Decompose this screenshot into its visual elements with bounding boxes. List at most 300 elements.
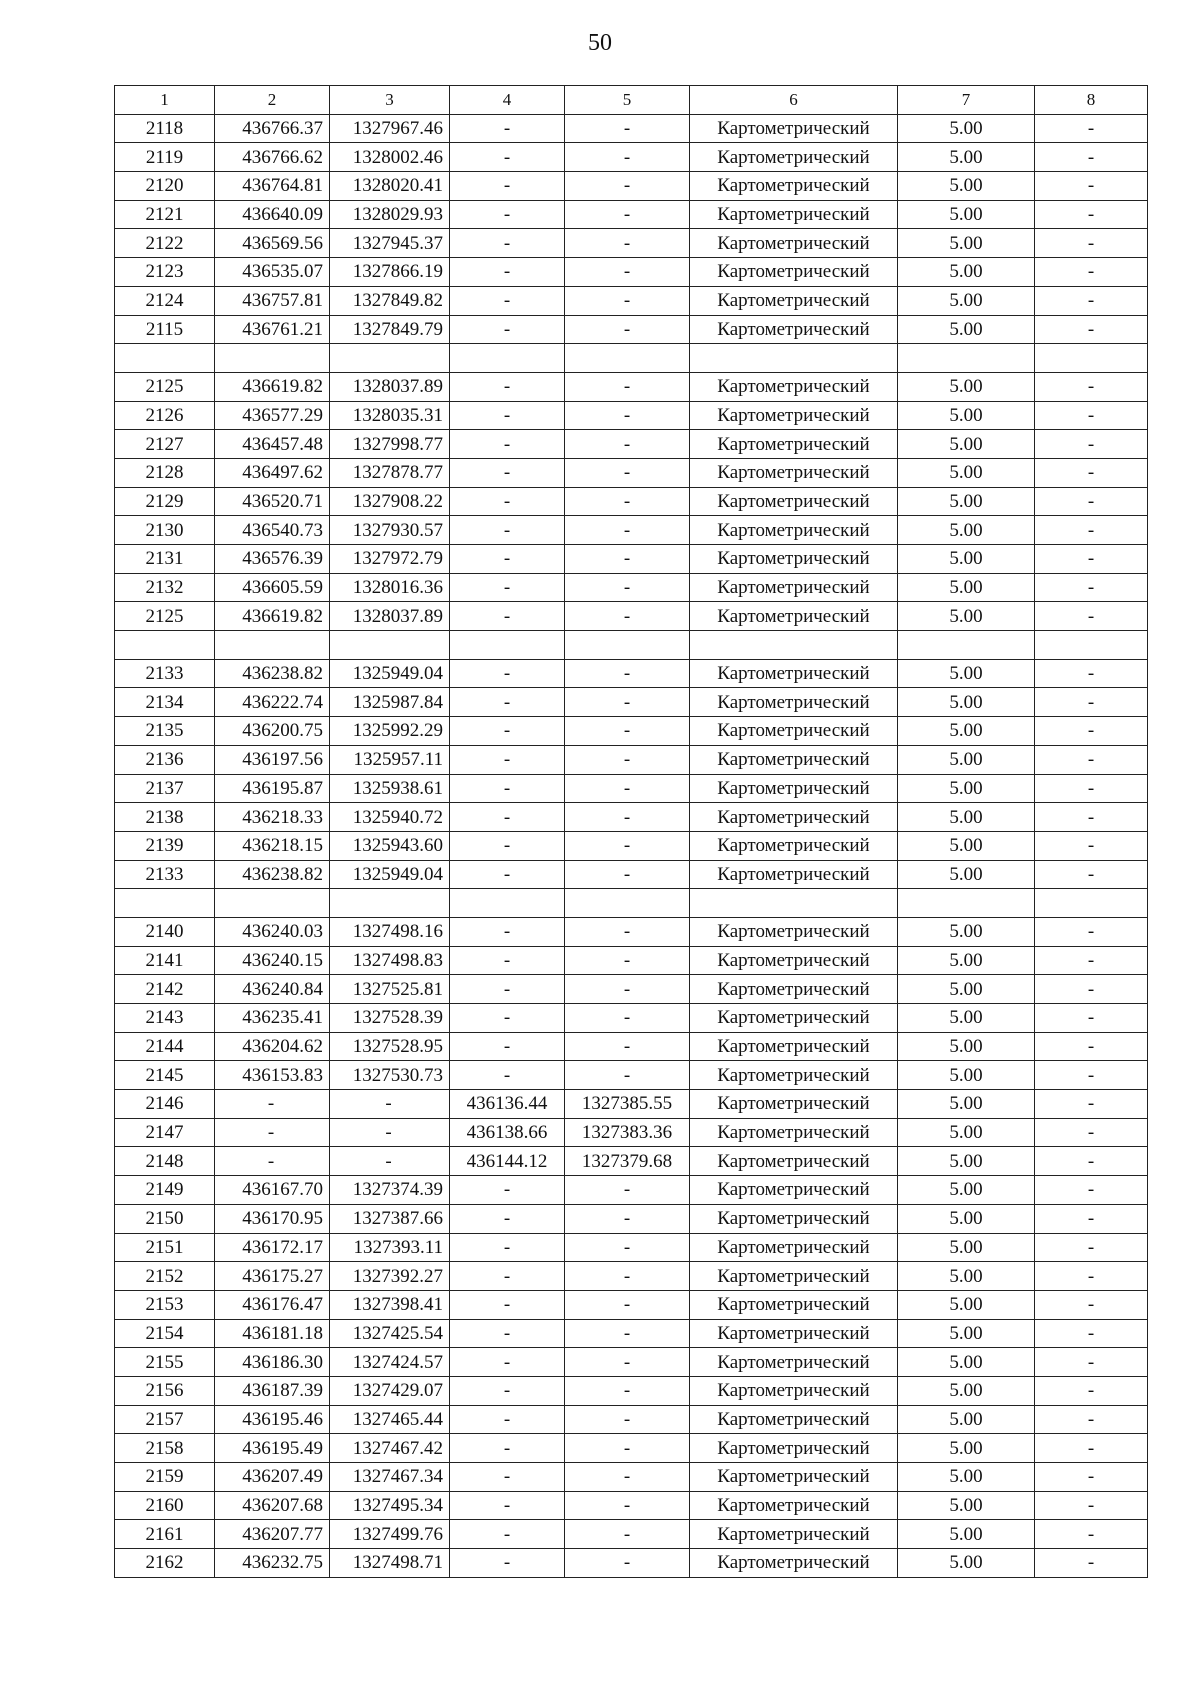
table-cell [1035, 631, 1148, 660]
table-cell [115, 889, 215, 918]
table-cell: 1327424.57 [330, 1348, 450, 1377]
table-cell: - [565, 602, 690, 631]
table-cell: 1328020.41 [330, 172, 450, 201]
table-row [115, 659, 1148, 688]
table-cell: 436619.82 [215, 372, 330, 401]
table-cell: 5.00 [898, 1118, 1035, 1147]
table-cell: - [1035, 1405, 1148, 1434]
table-row [115, 1118, 1148, 1147]
table-cell: - [565, 917, 690, 946]
table-cell [115, 631, 215, 660]
table-cell [330, 344, 450, 373]
table-cell: 5.00 [898, 1290, 1035, 1319]
table-cell: 2150 [115, 1204, 215, 1233]
table-cell: 1328037.89 [330, 372, 450, 401]
table-cell: Картометрический [690, 659, 898, 688]
separator-row [115, 344, 1148, 373]
table-cell: 436240.15 [215, 946, 330, 975]
table-cell: Картометрический [690, 1118, 898, 1147]
column-header-8: 8 [1035, 86, 1148, 115]
table-cell: Картометрический [690, 1090, 898, 1119]
table-cell: - [330, 1118, 450, 1147]
table-cell: - [450, 946, 565, 975]
table-cell: Картометрический [690, 315, 898, 344]
table-cell: - [215, 1147, 330, 1176]
table-cell: - [450, 545, 565, 574]
table-cell: 5.00 [898, 717, 1035, 746]
table-cell: 436222.74 [215, 688, 330, 717]
table-cell [898, 344, 1035, 373]
table-cell: 2138 [115, 803, 215, 832]
table-cell: Картометрический [690, 258, 898, 287]
table-cell: 436207.49 [215, 1463, 330, 1492]
table-cell: 436195.87 [215, 774, 330, 803]
table-cell: - [1035, 1147, 1148, 1176]
table-cell: 5.00 [898, 487, 1035, 516]
table-cell: 436577.29 [215, 401, 330, 430]
table-cell: - [565, 975, 690, 1004]
table-cell: Картометрический [690, 114, 898, 143]
table-cell: 1327498.16 [330, 917, 450, 946]
table-cell: Картометрический [690, 1176, 898, 1205]
table-cell: - [565, 1290, 690, 1319]
table-cell: 436170.95 [215, 1204, 330, 1233]
table-cell: - [565, 946, 690, 975]
table-cell: - [1035, 1376, 1148, 1405]
table-cell: - [450, 487, 565, 516]
table-cell: - [450, 975, 565, 1004]
table-cell: - [1035, 831, 1148, 860]
table-cell: - [565, 1204, 690, 1233]
table-cell: - [565, 1376, 690, 1405]
table-cell: - [1035, 143, 1148, 172]
table-cell: 5.00 [898, 1176, 1035, 1205]
table-cell [215, 889, 330, 918]
table-cell: 2133 [115, 659, 215, 688]
table-cell: Картометрический [690, 803, 898, 832]
table-cell: - [565, 831, 690, 860]
table-cell: 1327998.77 [330, 430, 450, 459]
table-cell: Картометрический [690, 1376, 898, 1405]
table-row [115, 258, 1148, 287]
table-cell: Картометрический [690, 372, 898, 401]
table-cell: 5.00 [898, 1520, 1035, 1549]
column-header-1: 1 [115, 86, 215, 115]
table-row [115, 372, 1148, 401]
table-cell: 2135 [115, 717, 215, 746]
table-cell [565, 631, 690, 660]
table-cell: 436186.30 [215, 1348, 330, 1377]
table-cell: 1327425.54 [330, 1319, 450, 1348]
table-cell: 436457.48 [215, 430, 330, 459]
table-cell: 436181.18 [215, 1319, 330, 1348]
table-cell: 2136 [115, 745, 215, 774]
table-cell: Картометрический [690, 545, 898, 574]
table-cell: - [450, 401, 565, 430]
table-cell: 5.00 [898, 1549, 1035, 1578]
table-cell: Картометрический [690, 688, 898, 717]
table-cell [450, 344, 565, 373]
table-cell: 5.00 [898, 315, 1035, 344]
table-cell: 1327374.39 [330, 1176, 450, 1205]
table-row [115, 1463, 1148, 1492]
table-cell: 1327528.95 [330, 1032, 450, 1061]
table-cell: 2125 [115, 602, 215, 631]
table-cell: - [1035, 286, 1148, 315]
column-header-6: 6 [690, 86, 898, 115]
table-row [115, 573, 1148, 602]
table-cell: - [565, 1491, 690, 1520]
table-cell: - [1035, 1463, 1148, 1492]
table-cell: Картометрический [690, 1549, 898, 1578]
table-cell: 2137 [115, 774, 215, 803]
table-cell: - [450, 1348, 565, 1377]
table-cell [898, 631, 1035, 660]
table-cell: 1327467.34 [330, 1463, 450, 1492]
table-row [115, 1262, 1148, 1291]
table-cell: 2121 [115, 200, 215, 229]
table-cell: - [1035, 1090, 1148, 1119]
table-cell: - [1035, 946, 1148, 975]
table-cell: 5.00 [898, 1434, 1035, 1463]
table-cell: 436535.07 [215, 258, 330, 287]
table-cell: 436175.27 [215, 1262, 330, 1291]
table-cell: - [450, 917, 565, 946]
table-cell: Картометрический [690, 1004, 898, 1033]
table-cell: 2132 [115, 573, 215, 602]
table-cell: 436619.82 [215, 602, 330, 631]
table-cell: - [1035, 229, 1148, 258]
table-cell: 1325938.61 [330, 774, 450, 803]
table-cell: - [565, 545, 690, 574]
table-cell: 2123 [115, 258, 215, 287]
table-cell: 1327849.82 [330, 286, 450, 315]
table-cell: 2162 [115, 1549, 215, 1578]
table-cell: Картометрический [690, 1061, 898, 1090]
table-cell: 436766.62 [215, 143, 330, 172]
table-row [115, 200, 1148, 229]
table-cell: - [1035, 1434, 1148, 1463]
table-cell: 436187.39 [215, 1376, 330, 1405]
table-cell: - [565, 487, 690, 516]
table-cell: 436235.41 [215, 1004, 330, 1033]
table-row [115, 286, 1148, 315]
table-cell: - [1035, 573, 1148, 602]
header-row [115, 86, 1148, 115]
table-cell: 436136.44 [450, 1090, 565, 1119]
table-cell: 2144 [115, 1032, 215, 1061]
table-cell: - [565, 143, 690, 172]
table-cell: - [1035, 717, 1148, 746]
table-cell: 2154 [115, 1319, 215, 1348]
separator-row [115, 631, 1148, 660]
table-cell: - [450, 1434, 565, 1463]
column-header-2: 2 [215, 86, 330, 115]
table-cell: Картометрический [690, 917, 898, 946]
column-header-5: 5 [565, 86, 690, 115]
table-cell: Картометрический [690, 1491, 898, 1520]
table-cell: - [565, 659, 690, 688]
table-cell: - [450, 659, 565, 688]
table-row [115, 1004, 1148, 1033]
table-cell: - [1035, 1319, 1148, 1348]
table-cell: - [1035, 430, 1148, 459]
table-row [115, 1090, 1148, 1119]
table-cell: 436172.17 [215, 1233, 330, 1262]
table-cell: Картометрический [690, 1290, 898, 1319]
table-cell [115, 344, 215, 373]
table-cell: 436204.62 [215, 1032, 330, 1061]
table-row [115, 860, 1148, 889]
table-cell: 1327392.27 [330, 1262, 450, 1291]
table-cell: 2120 [115, 172, 215, 201]
table-cell: 436761.21 [215, 315, 330, 344]
table-cell: - [450, 372, 565, 401]
table-cell: 2141 [115, 946, 215, 975]
table-cell: 5.00 [898, 1204, 1035, 1233]
table-cell: - [1035, 200, 1148, 229]
table-cell: 2155 [115, 1348, 215, 1377]
table-row [115, 1061, 1148, 1090]
table-cell: Картометрический [690, 229, 898, 258]
table-row [115, 172, 1148, 201]
table-cell: 5.00 [898, 1405, 1035, 1434]
table-cell: 436144.12 [450, 1147, 565, 1176]
table-cell [1035, 889, 1148, 918]
table-cell: Картометрический [690, 860, 898, 889]
table-cell: - [450, 1004, 565, 1033]
table-cell: 436238.82 [215, 659, 330, 688]
table-cell: Картометрический [690, 430, 898, 459]
separator-row [115, 889, 1148, 918]
table-cell: - [1035, 487, 1148, 516]
table-cell: 2145 [115, 1061, 215, 1090]
table-cell: 2156 [115, 1376, 215, 1405]
table-cell [330, 631, 450, 660]
table-cell: - [330, 1147, 450, 1176]
table-cell: - [450, 1463, 565, 1492]
table-row [115, 1376, 1148, 1405]
table-cell: 2115 [115, 315, 215, 344]
table-cell: - [565, 573, 690, 602]
table-cell: 1327429.07 [330, 1376, 450, 1405]
table-cell: 2142 [115, 975, 215, 1004]
table-cell: 5.00 [898, 545, 1035, 574]
table-row [115, 1290, 1148, 1319]
table-cell: 2122 [115, 229, 215, 258]
table-cell: - [1035, 1176, 1148, 1205]
table-row [115, 1348, 1148, 1377]
table-row [115, 143, 1148, 172]
table-cell: - [450, 1290, 565, 1319]
table-cell: 1325949.04 [330, 659, 450, 688]
table-row [115, 831, 1148, 860]
table-cell: - [450, 1319, 565, 1348]
table-cell: 1327383.36 [565, 1118, 690, 1147]
table-cell: 2139 [115, 831, 215, 860]
table-cell: - [1035, 315, 1148, 344]
table-cell: - [565, 1520, 690, 1549]
table-cell: 1328016.36 [330, 573, 450, 602]
table-row [115, 516, 1148, 545]
table-cell: 1327878.77 [330, 458, 450, 487]
table-row [115, 114, 1148, 143]
table-cell: - [565, 1004, 690, 1033]
table-cell [450, 631, 565, 660]
table-cell: 2143 [115, 1004, 215, 1033]
table-cell: 5.00 [898, 1147, 1035, 1176]
table-cell: Картометрический [690, 1348, 898, 1377]
table-cell: - [1035, 860, 1148, 889]
table-cell: 5.00 [898, 458, 1035, 487]
table-cell: - [450, 831, 565, 860]
table-cell: - [565, 430, 690, 459]
table-cell: - [1035, 1118, 1148, 1147]
table-cell: 1328037.89 [330, 602, 450, 631]
table-cell: 1328035.31 [330, 401, 450, 430]
table-cell: - [330, 1090, 450, 1119]
table-cell: 2127 [115, 430, 215, 459]
table-cell: 2124 [115, 286, 215, 315]
table-cell: 5.00 [898, 573, 1035, 602]
table-cell: - [565, 860, 690, 889]
table-cell: 5.00 [898, 975, 1035, 1004]
table-cell: Картометрический [690, 200, 898, 229]
table-row [115, 688, 1148, 717]
table-cell: 2118 [115, 114, 215, 143]
table-cell: - [565, 803, 690, 832]
table-cell: 5.00 [898, 516, 1035, 545]
table-cell: - [450, 745, 565, 774]
table-cell: - [215, 1090, 330, 1119]
table-row [115, 803, 1148, 832]
table-cell: - [565, 258, 690, 287]
table-body [115, 86, 1148, 1578]
table-row [115, 946, 1148, 975]
table-cell: - [565, 1319, 690, 1348]
table-cell: 2134 [115, 688, 215, 717]
table-cell: 436576.39 [215, 545, 330, 574]
table-cell: Картометрический [690, 516, 898, 545]
table-row [115, 229, 1148, 258]
table-cell: - [565, 1463, 690, 1492]
table-cell: - [450, 172, 565, 201]
table-cell: 5.00 [898, 917, 1035, 946]
table-cell: 1325940.72 [330, 803, 450, 832]
table-cell: - [450, 688, 565, 717]
table-row [115, 1147, 1148, 1176]
table-cell: 5.00 [898, 1463, 1035, 1492]
table-cell: - [565, 1348, 690, 1377]
table-cell: 5.00 [898, 745, 1035, 774]
table-cell: Картометрический [690, 573, 898, 602]
table-cell: 5.00 [898, 401, 1035, 430]
table-cell: Картометрический [690, 1032, 898, 1061]
table-cell: 5.00 [898, 1376, 1035, 1405]
table-row [115, 1233, 1148, 1262]
table-cell: 5.00 [898, 1090, 1035, 1119]
table-cell [690, 889, 898, 918]
table-row [115, 487, 1148, 516]
table-cell: - [450, 1204, 565, 1233]
table-cell: - [565, 774, 690, 803]
table-cell: 2147 [115, 1118, 215, 1147]
table-cell: 2128 [115, 458, 215, 487]
coordinates-table [114, 85, 1148, 1578]
table-cell: - [1035, 458, 1148, 487]
table-cell: 436176.47 [215, 1290, 330, 1319]
table-cell: 436167.70 [215, 1176, 330, 1205]
table-cell: - [565, 1233, 690, 1262]
table-cell: 1327495.34 [330, 1491, 450, 1520]
table-cell: Картометрический [690, 172, 898, 201]
table-cell: Картометрический [690, 1262, 898, 1291]
table-cell: - [450, 860, 565, 889]
table-cell: - [1035, 1032, 1148, 1061]
table-cell: 2153 [115, 1290, 215, 1319]
table-cell: 2129 [115, 487, 215, 516]
table-cell: - [565, 1405, 690, 1434]
table-cell: Картометрический [690, 286, 898, 315]
table-cell: - [450, 1405, 565, 1434]
table-cell: 5.00 [898, 114, 1035, 143]
table-cell: - [565, 114, 690, 143]
table-cell: - [565, 745, 690, 774]
table-cell: 2133 [115, 860, 215, 889]
table-row [115, 430, 1148, 459]
table-cell: - [450, 200, 565, 229]
table-cell: 5.00 [898, 602, 1035, 631]
table-cell: 436569.56 [215, 229, 330, 258]
table-cell: 5.00 [898, 229, 1035, 258]
table-cell: - [1035, 1520, 1148, 1549]
column-header-4: 4 [450, 86, 565, 115]
table-cell: - [1035, 659, 1148, 688]
table-cell: 2140 [115, 917, 215, 946]
table-cell: Картометрический [690, 1319, 898, 1348]
table-cell: - [565, 717, 690, 746]
table-row [115, 545, 1148, 574]
table-cell: 1327866.19 [330, 258, 450, 287]
table-cell: Картометрический [690, 975, 898, 1004]
table-cell: 436218.15 [215, 831, 330, 860]
table-cell: 436520.71 [215, 487, 330, 516]
table-cell: - [565, 229, 690, 258]
table-row [115, 745, 1148, 774]
table-cell: 5.00 [898, 1233, 1035, 1262]
table-cell: 1327945.37 [330, 229, 450, 258]
table-cell: - [450, 1520, 565, 1549]
column-header-3: 3 [330, 86, 450, 115]
table-cell: 1327467.42 [330, 1434, 450, 1463]
table-cell: - [1035, 1061, 1148, 1090]
table-cell: 1327972.79 [330, 545, 450, 574]
table-cell: 436200.75 [215, 717, 330, 746]
table-cell: 2126 [115, 401, 215, 430]
table-cell: - [1035, 1204, 1148, 1233]
table-cell: - [565, 286, 690, 315]
table-cell: 2161 [115, 1520, 215, 1549]
table-cell: - [1035, 258, 1148, 287]
table-cell: Картометрический [690, 1434, 898, 1463]
table-cell: 1327967.46 [330, 114, 450, 143]
table-cell: 5.00 [898, 200, 1035, 229]
table-cell: - [450, 774, 565, 803]
table-cell: 1327379.68 [565, 1147, 690, 1176]
table-cell: 5.00 [898, 1348, 1035, 1377]
table-cell: - [1035, 1549, 1148, 1578]
table-cell: 1325949.04 [330, 860, 450, 889]
